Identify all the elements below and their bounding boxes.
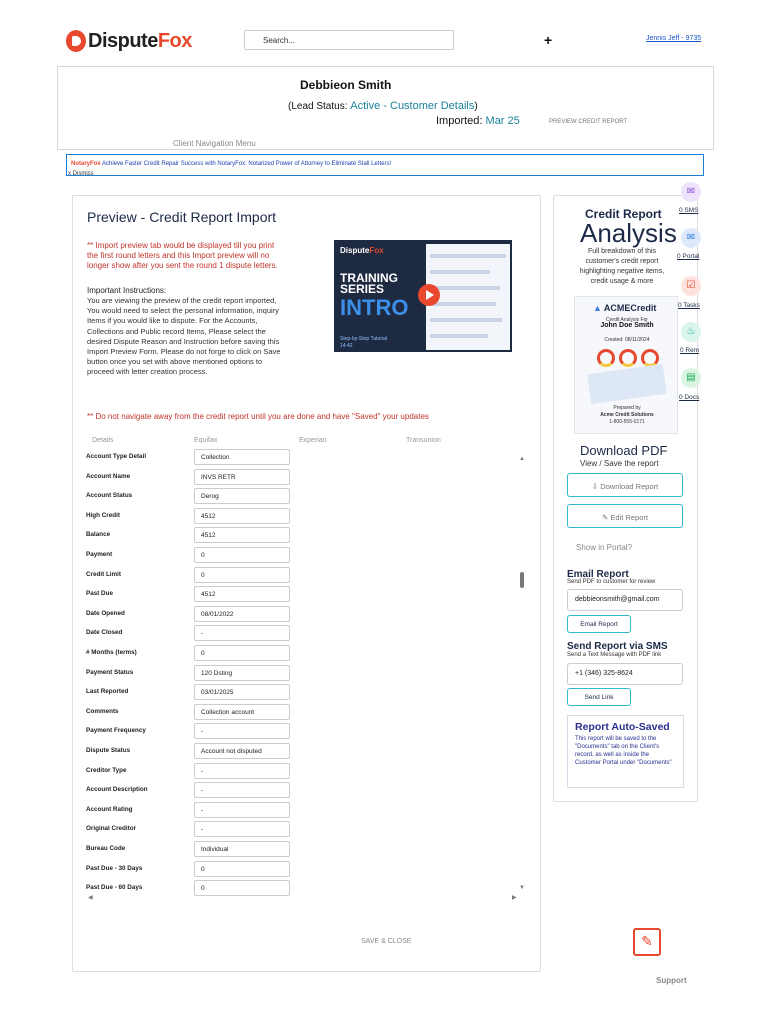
analysis-title: Analysis xyxy=(580,218,677,248)
row-label: Date Closed xyxy=(86,629,123,637)
table-row xyxy=(84,704,524,724)
play-icon[interactable] xyxy=(418,284,440,306)
report-caption: Credit Analysis For xyxy=(606,317,648,323)
row-label: Last Reported xyxy=(86,688,129,696)
save-warning: ** Do not navigate away from the credit report until you are done and have "Saved" your updates xyxy=(87,412,429,421)
table-row xyxy=(84,645,524,665)
equifax-value-field[interactable]: 0 xyxy=(194,880,290,896)
video-panel-row xyxy=(430,270,490,274)
table-row xyxy=(84,665,524,685)
table-row xyxy=(84,782,524,802)
import-warning: ** Import preview tab would be displayed till you print the first round letters and this Import preview will no longer show after you sent the round 1 dispute letters. xyxy=(87,241,278,270)
column-header-equifax: Equifax xyxy=(194,437,218,444)
fox-logo-icon xyxy=(66,30,86,52)
table-row xyxy=(84,723,524,743)
table-row xyxy=(84,802,524,822)
equifax-value-field[interactable]: 0 xyxy=(194,861,290,877)
equifax-value-field[interactable]: Collection account xyxy=(194,704,290,720)
save-close-button[interactable]: SAVE & CLOSE xyxy=(361,938,412,945)
equifax-value-field[interactable]: - xyxy=(194,802,290,818)
send-link-button[interactable]: Send Link xyxy=(567,688,631,706)
equifax-value-field[interactable]: - xyxy=(194,625,290,641)
table-row xyxy=(84,567,524,587)
phone-field[interactable]: +1 (346) 325-8624 xyxy=(567,663,683,685)
row-label: Dispute Status xyxy=(86,747,131,754)
equifax-value-field[interactable]: 08/01/2022 xyxy=(194,606,290,622)
auto-saved-body: This report will be saved to the "Documents" tab on the Client's record, as well as inside the Customer Portal under "Documents" xyxy=(575,736,672,766)
edit-icon: ✎ xyxy=(602,513,609,522)
imported-label: Imported: xyxy=(436,115,483,127)
gauge-icon xyxy=(597,349,615,367)
sms-report-subtitle: Send a Text Message with PDF link xyxy=(567,652,662,658)
video-line2: SERIES xyxy=(340,282,385,296)
video-logo-dispute: Dispute xyxy=(340,246,370,255)
promo-text: Achieve Faster Credit Repair Success with NotaryFox: Notarized Power of Attorney to Eliminate Stall Letters! xyxy=(102,161,392,167)
show-in-portal-toggle[interactable]: Show in Portal? xyxy=(576,543,633,552)
notaryfox-brand: NotaryFox xyxy=(71,161,101,167)
video-duration: 14:42 xyxy=(340,343,353,349)
instructions-body: You are viewing the preview of the credit report imported, You would need to select the personal information, inquiry Items if you would like to dispute. For the Accounts, Collections and Public record Items, Please select the desired Dispute Reason and Instruction before saving this Import Preview Form. Please do not forge to click on Save button once you set with above mentioned options to proceed with letter creation process. xyxy=(87,296,281,377)
row-label: Past Due xyxy=(86,590,113,598)
user-account-link[interactable]: Jennis Jeff - 9735 xyxy=(646,35,702,42)
row-label: Account Status xyxy=(86,492,133,500)
report-person-name: John Doe Smith xyxy=(600,322,654,329)
column-header-experian: Experian xyxy=(299,437,327,444)
row-label: High Credit xyxy=(86,511,120,519)
row-label: Account Rating xyxy=(86,805,133,813)
video-subtitle: Step-by-Step Tutorial xyxy=(340,336,387,342)
download-report-label: Download Report xyxy=(600,482,659,491)
video-panel-row xyxy=(430,318,502,322)
preview-credit-report-link[interactable]: PREVIEW CREDIT REPORT xyxy=(549,119,628,125)
account-details-table[interactable] xyxy=(84,449,524,899)
table-row xyxy=(84,586,524,606)
edit-report-label: Edit Report xyxy=(610,513,648,522)
edit-report-button[interactable] xyxy=(567,504,683,528)
video-logo-fox: Fox xyxy=(369,246,384,255)
video-panel-row xyxy=(430,254,506,258)
equifax-value-field[interactable]: Derog xyxy=(194,488,290,504)
table-row xyxy=(84,841,524,861)
rail-sms[interactable]: 0 SMS xyxy=(679,207,699,214)
download-report-button[interactable] xyxy=(567,473,683,497)
logo-text-fox: Fox xyxy=(157,29,192,52)
imported-value: Mar 25 xyxy=(485,115,520,127)
support-icon[interactable]: ✎ xyxy=(633,928,661,956)
report-sheet-graphic xyxy=(587,364,666,404)
table-row xyxy=(84,880,524,899)
report-preview-image[interactable] xyxy=(574,296,678,434)
add-icon[interactable]: + xyxy=(544,32,553,48)
bell-icon[interactable]: ♨ xyxy=(681,322,701,342)
dismiss-link[interactable]: x Dismiss xyxy=(68,171,94,177)
search-input[interactable] xyxy=(244,30,454,50)
vertical-scrollbar-thumb[interactable] xyxy=(520,572,524,588)
equifax-value-field[interactable]: - xyxy=(194,723,290,739)
table-row xyxy=(84,763,524,783)
row-label: Payment Frequency xyxy=(86,727,146,735)
table-row xyxy=(84,469,524,489)
row-label: Date Opened xyxy=(86,609,125,617)
lead-status xyxy=(288,100,478,112)
equifax-value-field[interactable]: Collection xyxy=(194,449,290,465)
imported-date xyxy=(436,115,520,127)
table-row xyxy=(84,488,524,508)
credit-report-title: Credit Report xyxy=(585,207,662,221)
table-row xyxy=(84,821,524,841)
report-company: Acme Credit Solutions xyxy=(600,412,654,418)
row-label: Account Description xyxy=(86,786,148,794)
auto-saved-notice xyxy=(567,715,684,788)
table-row xyxy=(84,684,524,704)
rail-portal[interactable]: 0 Portal xyxy=(677,253,700,260)
row-label: Payment xyxy=(86,551,113,558)
instructions-heading: Important Instructions: xyxy=(87,286,167,295)
video-title-top xyxy=(340,273,398,295)
row-label: Account Name xyxy=(86,472,131,480)
video-line1: TRAINING xyxy=(340,271,398,285)
scroll-left-arrow-icon[interactable]: ◀ xyxy=(88,895,93,901)
training-video-thumbnail[interactable] xyxy=(334,240,512,352)
email-report-title: Email Report xyxy=(567,569,629,580)
column-header-transunion: Transunion xyxy=(406,437,441,444)
chat-icon[interactable]: ✉ xyxy=(681,182,701,202)
equifax-value-field[interactable]: - xyxy=(194,763,290,779)
rail-tasks[interactable]: 0 Tasks xyxy=(678,302,700,309)
auto-saved-title: Report Auto-Saved xyxy=(575,721,670,733)
row-label: Balance xyxy=(86,531,111,539)
video-panel-row xyxy=(430,334,488,338)
table-row xyxy=(84,861,524,881)
sms-report-title: Send Report via SMS xyxy=(567,641,668,652)
document-icon[interactable]: ▤ xyxy=(681,368,701,388)
video-line3: INTRO xyxy=(340,295,409,320)
lead-status-value[interactable]: Active - Customer Details xyxy=(350,100,475,112)
video-panel-row xyxy=(430,286,500,290)
table-row xyxy=(84,743,524,763)
row-label: Past Due - 30 Days xyxy=(86,864,143,872)
equifax-value-field[interactable]: - xyxy=(194,821,290,837)
client-name: Debbieon Smith xyxy=(300,78,392,92)
client-navigation-menu[interactable]: Client Navigation Menu xyxy=(173,139,256,148)
mail-icon[interactable]: ✉ xyxy=(681,228,701,248)
scroll-right-arrow-icon[interactable]: ▶ xyxy=(512,895,517,901)
row-label: Payment Status xyxy=(86,668,134,676)
video-panel-row xyxy=(430,302,496,306)
equifax-value-field[interactable]: Individual xyxy=(194,841,290,857)
video-logo xyxy=(340,246,384,255)
row-label: Creditor Type xyxy=(86,766,127,774)
scroll-down-arrow-icon[interactable]: ▼ xyxy=(519,885,525,891)
promo-banner[interactable] xyxy=(66,154,704,176)
equifax-value-field[interactable]: 4512 xyxy=(194,508,290,524)
table-row xyxy=(84,449,524,469)
equifax-value-field[interactable]: 0 xyxy=(194,547,290,563)
email-report-button[interactable]: Email Report xyxy=(567,615,631,633)
equifax-value-field[interactable]: 4512 xyxy=(194,527,290,543)
equifax-value-field[interactable]: - xyxy=(194,782,290,798)
row-label: Bureau Code xyxy=(86,845,126,852)
download-pdf-subtitle: View / Save the report xyxy=(580,459,659,468)
row-label: Past Due - 60 Days xyxy=(86,884,143,892)
lead-status-close: ) xyxy=(474,101,478,112)
equifax-value-field[interactable]: 0 xyxy=(194,645,290,661)
lead-status-label: (Lead Status: xyxy=(288,101,348,112)
table-row xyxy=(84,527,524,547)
equifax-value-field[interactable]: 0 xyxy=(194,567,290,583)
rail-reminders[interactable]: 0 Rem xyxy=(680,347,700,354)
checkbox-icon[interactable]: ☑ xyxy=(681,276,701,296)
equifax-value-field[interactable]: 120 Dsting xyxy=(194,665,290,681)
table-row xyxy=(84,508,524,528)
row-label: Comments xyxy=(86,707,119,715)
report-phone: 1-800-555-0171 xyxy=(609,419,645,425)
column-header-details: Details xyxy=(92,437,114,444)
download-pdf-title: Download PDF xyxy=(580,443,668,458)
table-row xyxy=(84,606,524,626)
row-label: Original Creditor xyxy=(86,825,137,833)
equifax-value-field[interactable]: 4512 xyxy=(194,586,290,602)
analysis-description: Full breakdown of this customer's credit report highlighting negative items, credit usage & more xyxy=(579,248,665,285)
page-title: Preview - Credit Report Import xyxy=(87,209,277,225)
equifax-value-field[interactable]: 03/01/2025 xyxy=(194,684,290,700)
gauge-icon xyxy=(619,349,637,367)
rail-docs[interactable]: 0 Docs xyxy=(679,394,700,401)
download-icon: ⇩ xyxy=(591,482,599,491)
report-created: Created: 08/11/2024 xyxy=(604,337,650,343)
scroll-up-arrow-icon[interactable]: ▲ xyxy=(519,456,525,462)
row-label: Credit Limit xyxy=(86,570,121,578)
support-label[interactable]: Support xyxy=(656,976,687,985)
email-report-subtitle: Send PDF to customer for review xyxy=(567,579,656,585)
logo-text-dispute: Dispute xyxy=(88,29,158,52)
report-prepared: Prepared by xyxy=(613,405,641,411)
row-label: Account Type Detail xyxy=(86,453,147,460)
equifax-value-field[interactable]: Account not disputed xyxy=(194,743,290,759)
row-label: # Months (terms) xyxy=(86,649,137,656)
acme-credit-brand: ▲ ACMECredit xyxy=(593,303,656,313)
table-row xyxy=(84,625,524,645)
equifax-value-field[interactable]: INVS RETR xyxy=(194,469,290,485)
table-row xyxy=(84,547,524,567)
email-field[interactable]: debbieonsmith@gmail.com xyxy=(567,589,683,611)
logo[interactable] xyxy=(66,28,192,54)
